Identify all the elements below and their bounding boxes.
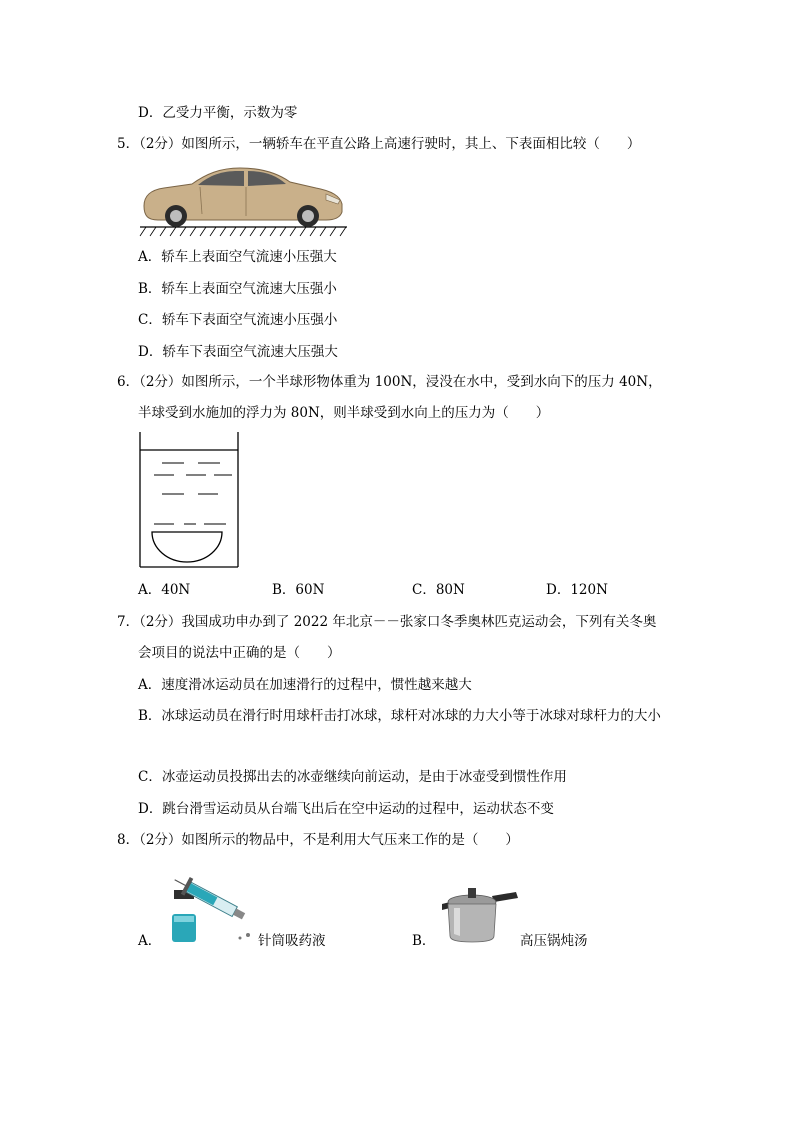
q5-option-d: D．轿车下表面空气流速大压强大: [138, 344, 338, 360]
q8-option-a-caption: 针筒吸药液: [258, 933, 326, 949]
q6-stem-line1: 6．（2分）如图所示，一个半球形物体重为 100N，浸没在水中，受到水向下的压力 40N，: [117, 374, 662, 390]
q7-option-d: D．跳台滑雪运动员从台端飞出后在空中运动的过程中，运动状态不变: [138, 801, 554, 817]
q7-stem-line1: 7．（2分）我国成功申办到了 2022 年北京－－张家口冬季奥林匹克运动会，下列有关冬奥: [117, 614, 657, 630]
q6-option-a: A．40N: [138, 582, 191, 598]
q4-option-d: D．乙受力平衡，示数为零: [138, 105, 298, 121]
q6-stem-line2: 半球受到水施加的浮力为 80N，则半球受到水向上的压力为（ ）: [138, 405, 550, 421]
pressure-cooker-figure: [440, 882, 520, 944]
q8-option-a-letter: A．: [138, 933, 162, 949]
syringe-figure: [160, 878, 255, 944]
q8-option-b-caption: 高压锅炖汤: [520, 933, 588, 949]
q8-stem: 8．（2分）如图所示的物品中，不是利用大气压来工作的是（ ）: [117, 832, 519, 848]
q5-option-a: A．轿车上表面空气流速小压强大: [138, 249, 337, 265]
q5-option-c: C．轿车下表面空气流速小压强小: [138, 312, 338, 328]
hemisphere-in-water-figure: [138, 432, 242, 570]
q6-option-c: C．80N: [412, 582, 465, 598]
q7-stem-line2: 会项目的说法中正确的是（ ）: [138, 645, 341, 661]
q6-option-b: B．60N: [272, 582, 325, 598]
q6-option-d: D．120N: [546, 582, 608, 598]
car-figure: [140, 160, 350, 240]
q5-stem: 5．（2分）如图所示，一辆轿车在平直公路上高速行驶时，其上、下表面相比较（ ）: [117, 136, 641, 152]
q7-option-a: A．速度滑冰运动员在加速滑行的过程中，惯性越来越大: [138, 677, 472, 693]
q7-option-b: B．冰球运动员在滑行时用球杆击打冰球，球杆对冰球的力大小等于冰球对球杆力的大小: [138, 708, 661, 724]
q7-option-c: C．冰壶运动员投掷出去的冰壶继续向前运动，是由于冰壶受到惯性作用: [138, 769, 567, 785]
q5-option-b: B．轿车上表面空气流速大压强小: [138, 281, 337, 297]
q8-option-b-letter: B．: [412, 933, 436, 949]
